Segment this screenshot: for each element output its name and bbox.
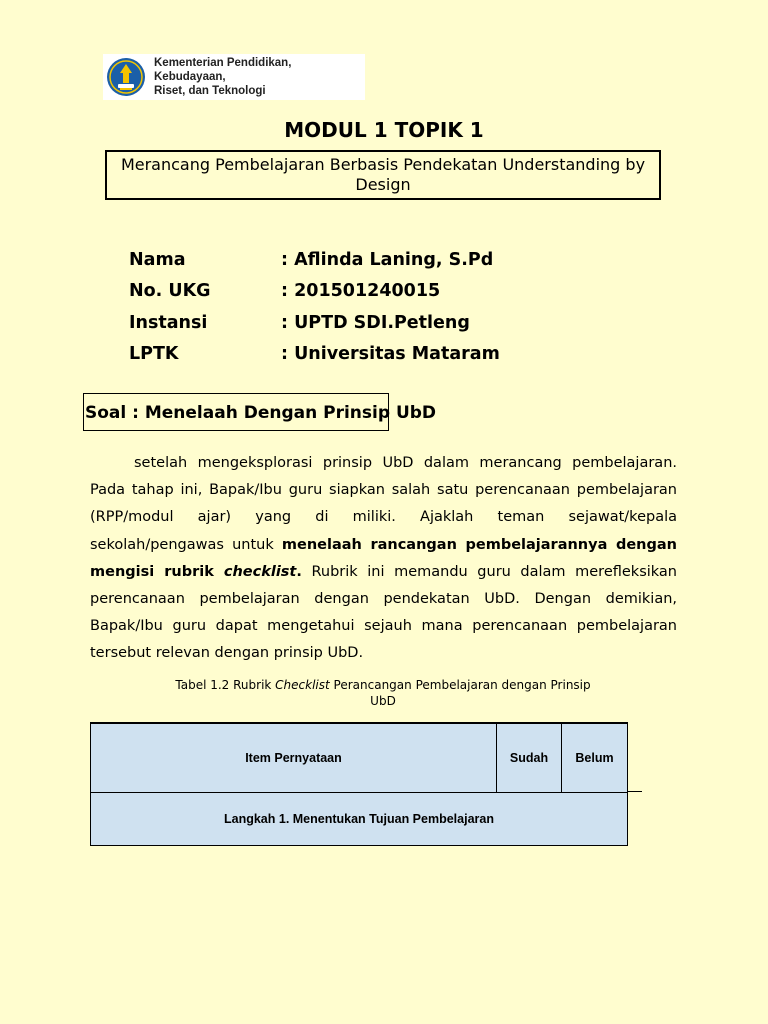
header-item-pernyataan: Item Pernyataan <box>91 723 497 793</box>
table-row <box>91 793 628 846</box>
ministry-logo-banner <box>103 54 365 100</box>
tut-wuri-handayani-emblem-icon <box>106 57 146 97</box>
table-header-row <box>91 723 628 793</box>
identity-label: No. UKG <box>129 281 211 302</box>
paragraph-text-1: setelah mengeksplorasi prinsip UbD dalam merancang pembelajaran. Pada tahap ini, Bapak/Ibu guru siapkan salah satu perencanaan pembelajaran (RPP/modul ajar) yang di miliki. Ajaklah teman sejawat/kepala sekolah/pengawas untuk <box>90 455 677 553</box>
ministry-name-line1: Kementerian Pendidikan, Kebudayaan, <box>154 57 292 83</box>
identity-value: : 201501240015 <box>281 281 441 302</box>
identity-value: : UPTD SDI.Petleng <box>281 312 470 333</box>
paragraph-bold-italic: checklist <box>223 563 297 580</box>
identity-row-ukg <box>129 276 500 308</box>
identity-row-instansi <box>129 307 500 339</box>
paragraph-bold-2: . <box>296 563 302 580</box>
ministry-name-line2: Riset, dan Teknologi <box>154 85 266 97</box>
instruction-paragraph <box>90 450 677 668</box>
rubric-table <box>90 722 628 846</box>
identity-label: Nama <box>129 249 186 270</box>
identity-value: : Aflinda Laning, S.Pd <box>281 249 494 270</box>
paragraph-bold-1: menelaah rancangan pembelajarannya dengan mengisi rubrik <box>90 536 677 580</box>
identity-row-nama <box>129 244 500 276</box>
identity-label: Instansi <box>129 312 208 333</box>
identity-block <box>129 244 500 370</box>
header-sudah: Sudah <box>497 723 562 793</box>
paragraph-text-2: Rubrik ini memandu guru dalam merefleksikan perencanaan pembelajaran dengan pendekatan UbD. Dengan demikian, Bapak/Ibu guru dapat mengetahui sejauh mana perencanaan pembelajaran tersebut relevan dengan prinsip UbD. <box>90 563 677 662</box>
caption-suffix: Perancangan Pembelajaran dengan Prinsip UbD <box>329 678 591 708</box>
table-divider-extension <box>627 791 642 792</box>
soal-heading: Soal : Menelaah Dengan Prinsip UbD <box>85 403 437 423</box>
caption-italic: Checklist <box>275 678 330 692</box>
ministry-name <box>154 56 365 98</box>
identity-value: : Universitas Mataram <box>281 344 500 365</box>
header-belum: Belum <box>562 723 628 793</box>
caption-prefix: Tabel 1.2 Rubrik <box>175 678 276 692</box>
identity-row-lptk <box>129 339 500 371</box>
table-caption <box>170 677 596 709</box>
module-subtitle: Merancang Pembelajaran Berbasis Pendekatan Understanding by Design <box>120 155 646 194</box>
identity-label: LPTK <box>129 344 179 365</box>
step-1-cell: Langkah 1. Menentukan Tujuan Pembelajaran <box>91 793 628 846</box>
module-title: MODUL 1 TOPIK 1 <box>284 118 484 142</box>
subtitle-box <box>105 150 661 200</box>
